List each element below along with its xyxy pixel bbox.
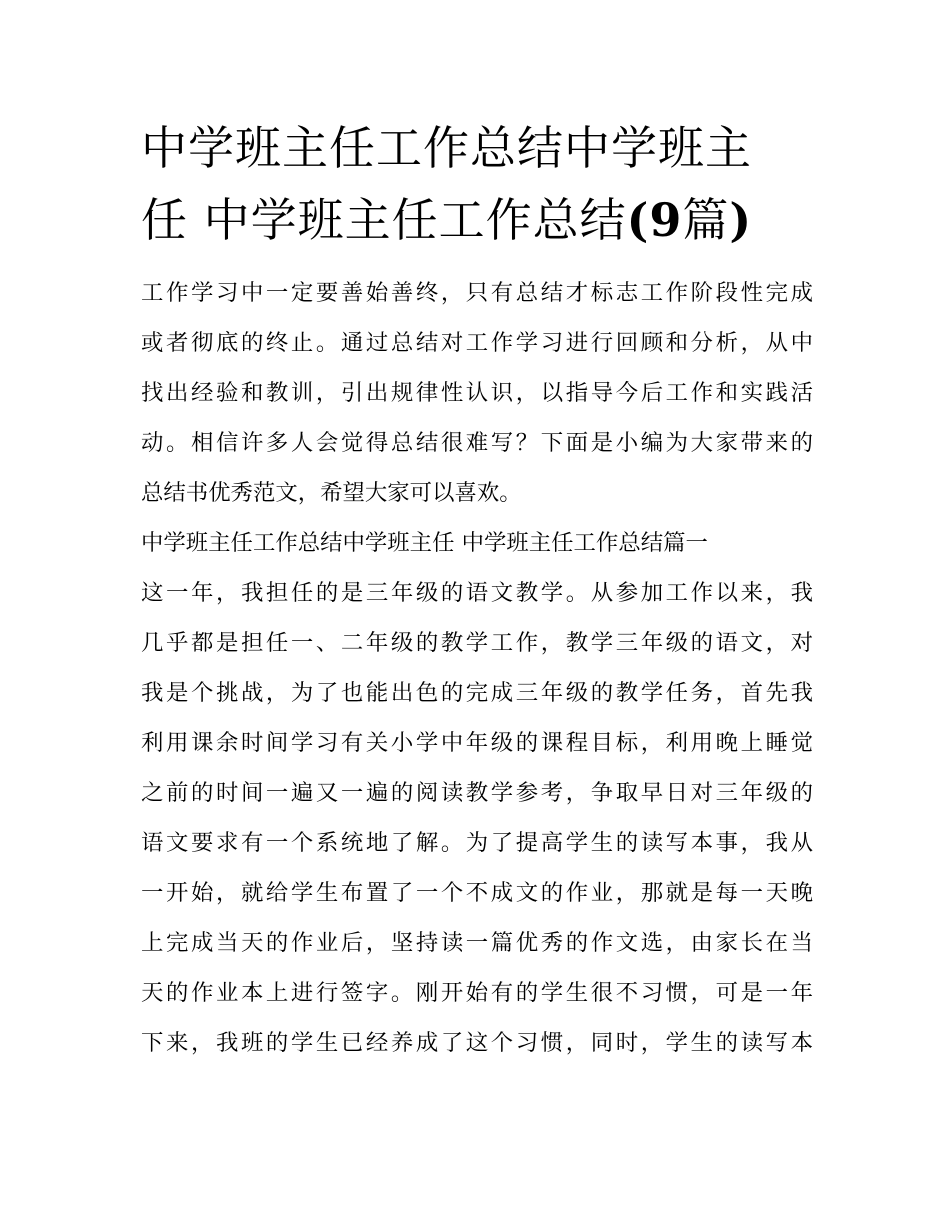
intro-line-4: 动。相信许多人会觉得总结很难写？下面是小编为大家带来的 <box>141 430 813 456</box>
body-line-6: 语文要求有一个系统地了解。为了提高学生的读写本事，我从 <box>141 830 813 856</box>
intro-line-3: 找出经验和教训，引出规律性认识，以指导今后工作和实践活 <box>141 380 813 406</box>
body-line-2: 几乎都是担任一、二年级的教学工作，教学三年级的语文，对 <box>141 630 813 656</box>
title-count-unit: 篇 <box>682 193 730 247</box>
body-line-3: 我是个挑战，为了也能出色的完成三年级的教学任务，首先我 <box>141 680 813 706</box>
body-line-8: 上完成当天的作业后，坚持读一篇优秀的作文选，由家长在当 <box>141 930 813 956</box>
section-heading: 中学班主任工作总结中学班主任 中学班主任工作总结篇一 <box>141 530 708 556</box>
intro-paragraph <box>141 268 813 518</box>
title-line-2-text: 任 中学班主任工作总结 <box>141 193 627 247</box>
intro-line-5: 总结书优秀范文，希望大家可以喜欢。 <box>141 480 522 506</box>
body-line-10: 下来，我班的学生已经养成了这个习惯，同时，学生的读写本 <box>141 1030 813 1056</box>
title-count-close: ) <box>729 193 753 247</box>
document-title <box>141 112 813 256</box>
title-line-1: 中学班主任工作总结中学班主 <box>141 121 752 175</box>
body-line-4: 利用课余时间学习有关小学中年级的课程目标，利用晚上睡觉 <box>141 730 813 756</box>
body-line-7: 一开始，就给学生布置了一个不成文的作业，那就是每一天晚 <box>141 880 813 906</box>
body-line-5: 之前的时间一遍又一遍的阅读教学参考，争取早日对三年级的 <box>141 780 813 806</box>
body-paragraph <box>141 568 813 1068</box>
intro-line-1: 工作学习中一定要善始善终，只有总结才标志工作阶段性完成 <box>141 280 813 306</box>
intro-line-2: 或者彻底的终止。通过总结对工作学习进行回顾和分析，从中 <box>141 330 813 356</box>
body-line-9: 天的作业本上进行签字。刚开始有的学生很不习惯，可是一年 <box>141 980 813 1006</box>
title-count-open: (9 <box>626 193 683 247</box>
document-content <box>141 112 813 1068</box>
body-line-1: 这一年，我担任的是三年级的语文教学。从参加工作以来，我 <box>141 580 813 606</box>
title-line-2 <box>141 184 813 256</box>
